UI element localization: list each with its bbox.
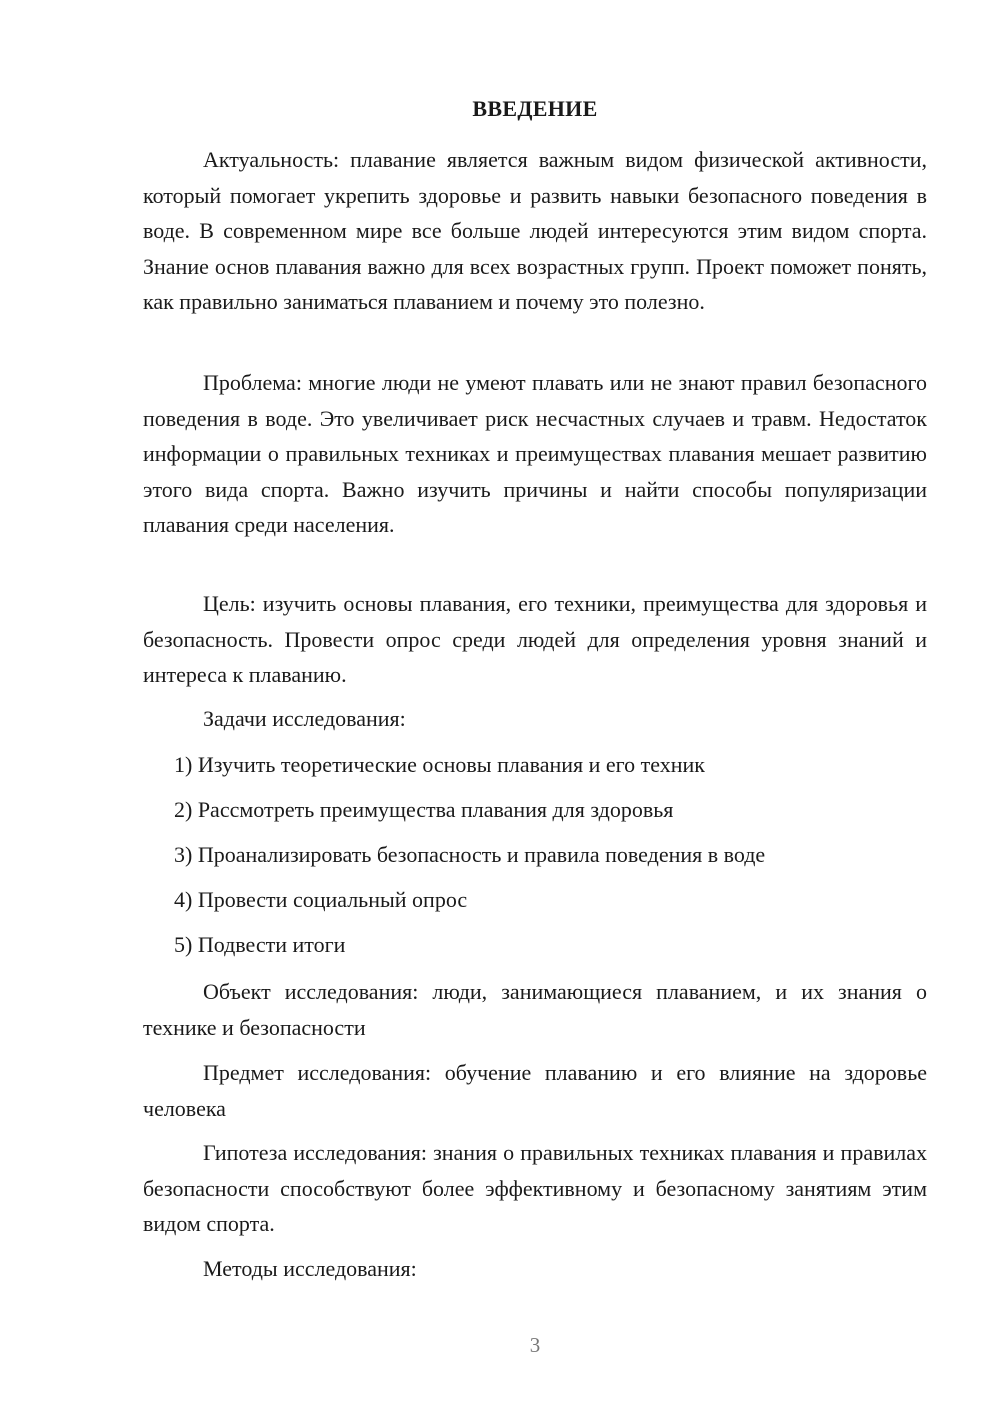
task-item: 1) Изучить теоретические основы плавания и его техник [174,752,705,777]
document-page [143,0,927,1414]
task-item: 2) Рассмотреть преимущества плавания для здоровья [174,797,674,822]
object-paragraph: Объект исследования: люди, занимающиеся плаванием, и их знания о технике и безопасности [143,979,927,1040]
subject-paragraph: Предмет исследования: обучение плаванию и его влияние на здоровье человека [143,1060,927,1121]
page-number: 3 [529,1333,541,1357]
tasks-title: Задачи исследования: [203,706,406,731]
relevance-paragraph: Актуальность: плавание является важным видом физической активности, который помогает укрепить здоровье и развить навыки безопасного поведения в воде. В современном мире все больше людей интересуются этим видом спорта. Знание основ плавания важно для всех возрастных групп. Проект поможет понять, как правильно заниматься плаванием и почему это полезно. [143,147,927,314]
task-item: 4) Провести социальный опрос [174,887,468,912]
task-item: 5) Подвести итоги [174,932,346,957]
goal-paragraph: Цель: изучить основы плавания, его техники, преимущества для здоровья и безопасность. Провести опрос среди людей для определения уровня знаний и интереса к плаванию. [143,591,927,687]
methods-title: Методы исследования: [203,1256,417,1281]
task-item: 3) Проанализировать безопасность и правила поведения в воде [174,842,766,867]
hypothesis-paragraph: Гипотеза исследования: знания о правильных техниках плавания и правилах безопасности способствуют более эффективному и безопасному занятиям этим видом спорта. [143,1140,927,1236]
section-heading: ВВЕДЕНИЕ [472,96,598,121]
problem-paragraph: Проблема: многие люди не умеют плавать или не знают правил безопасного поведения в воде. Это увеличивает риск несчастных случаев и травм. Недостаток информации о правильных техниках и преимуществах плавания мешает развитию этого вида спорта. Важно изучить причины и найти способы популяризации плавания среди населения. [143,370,927,537]
